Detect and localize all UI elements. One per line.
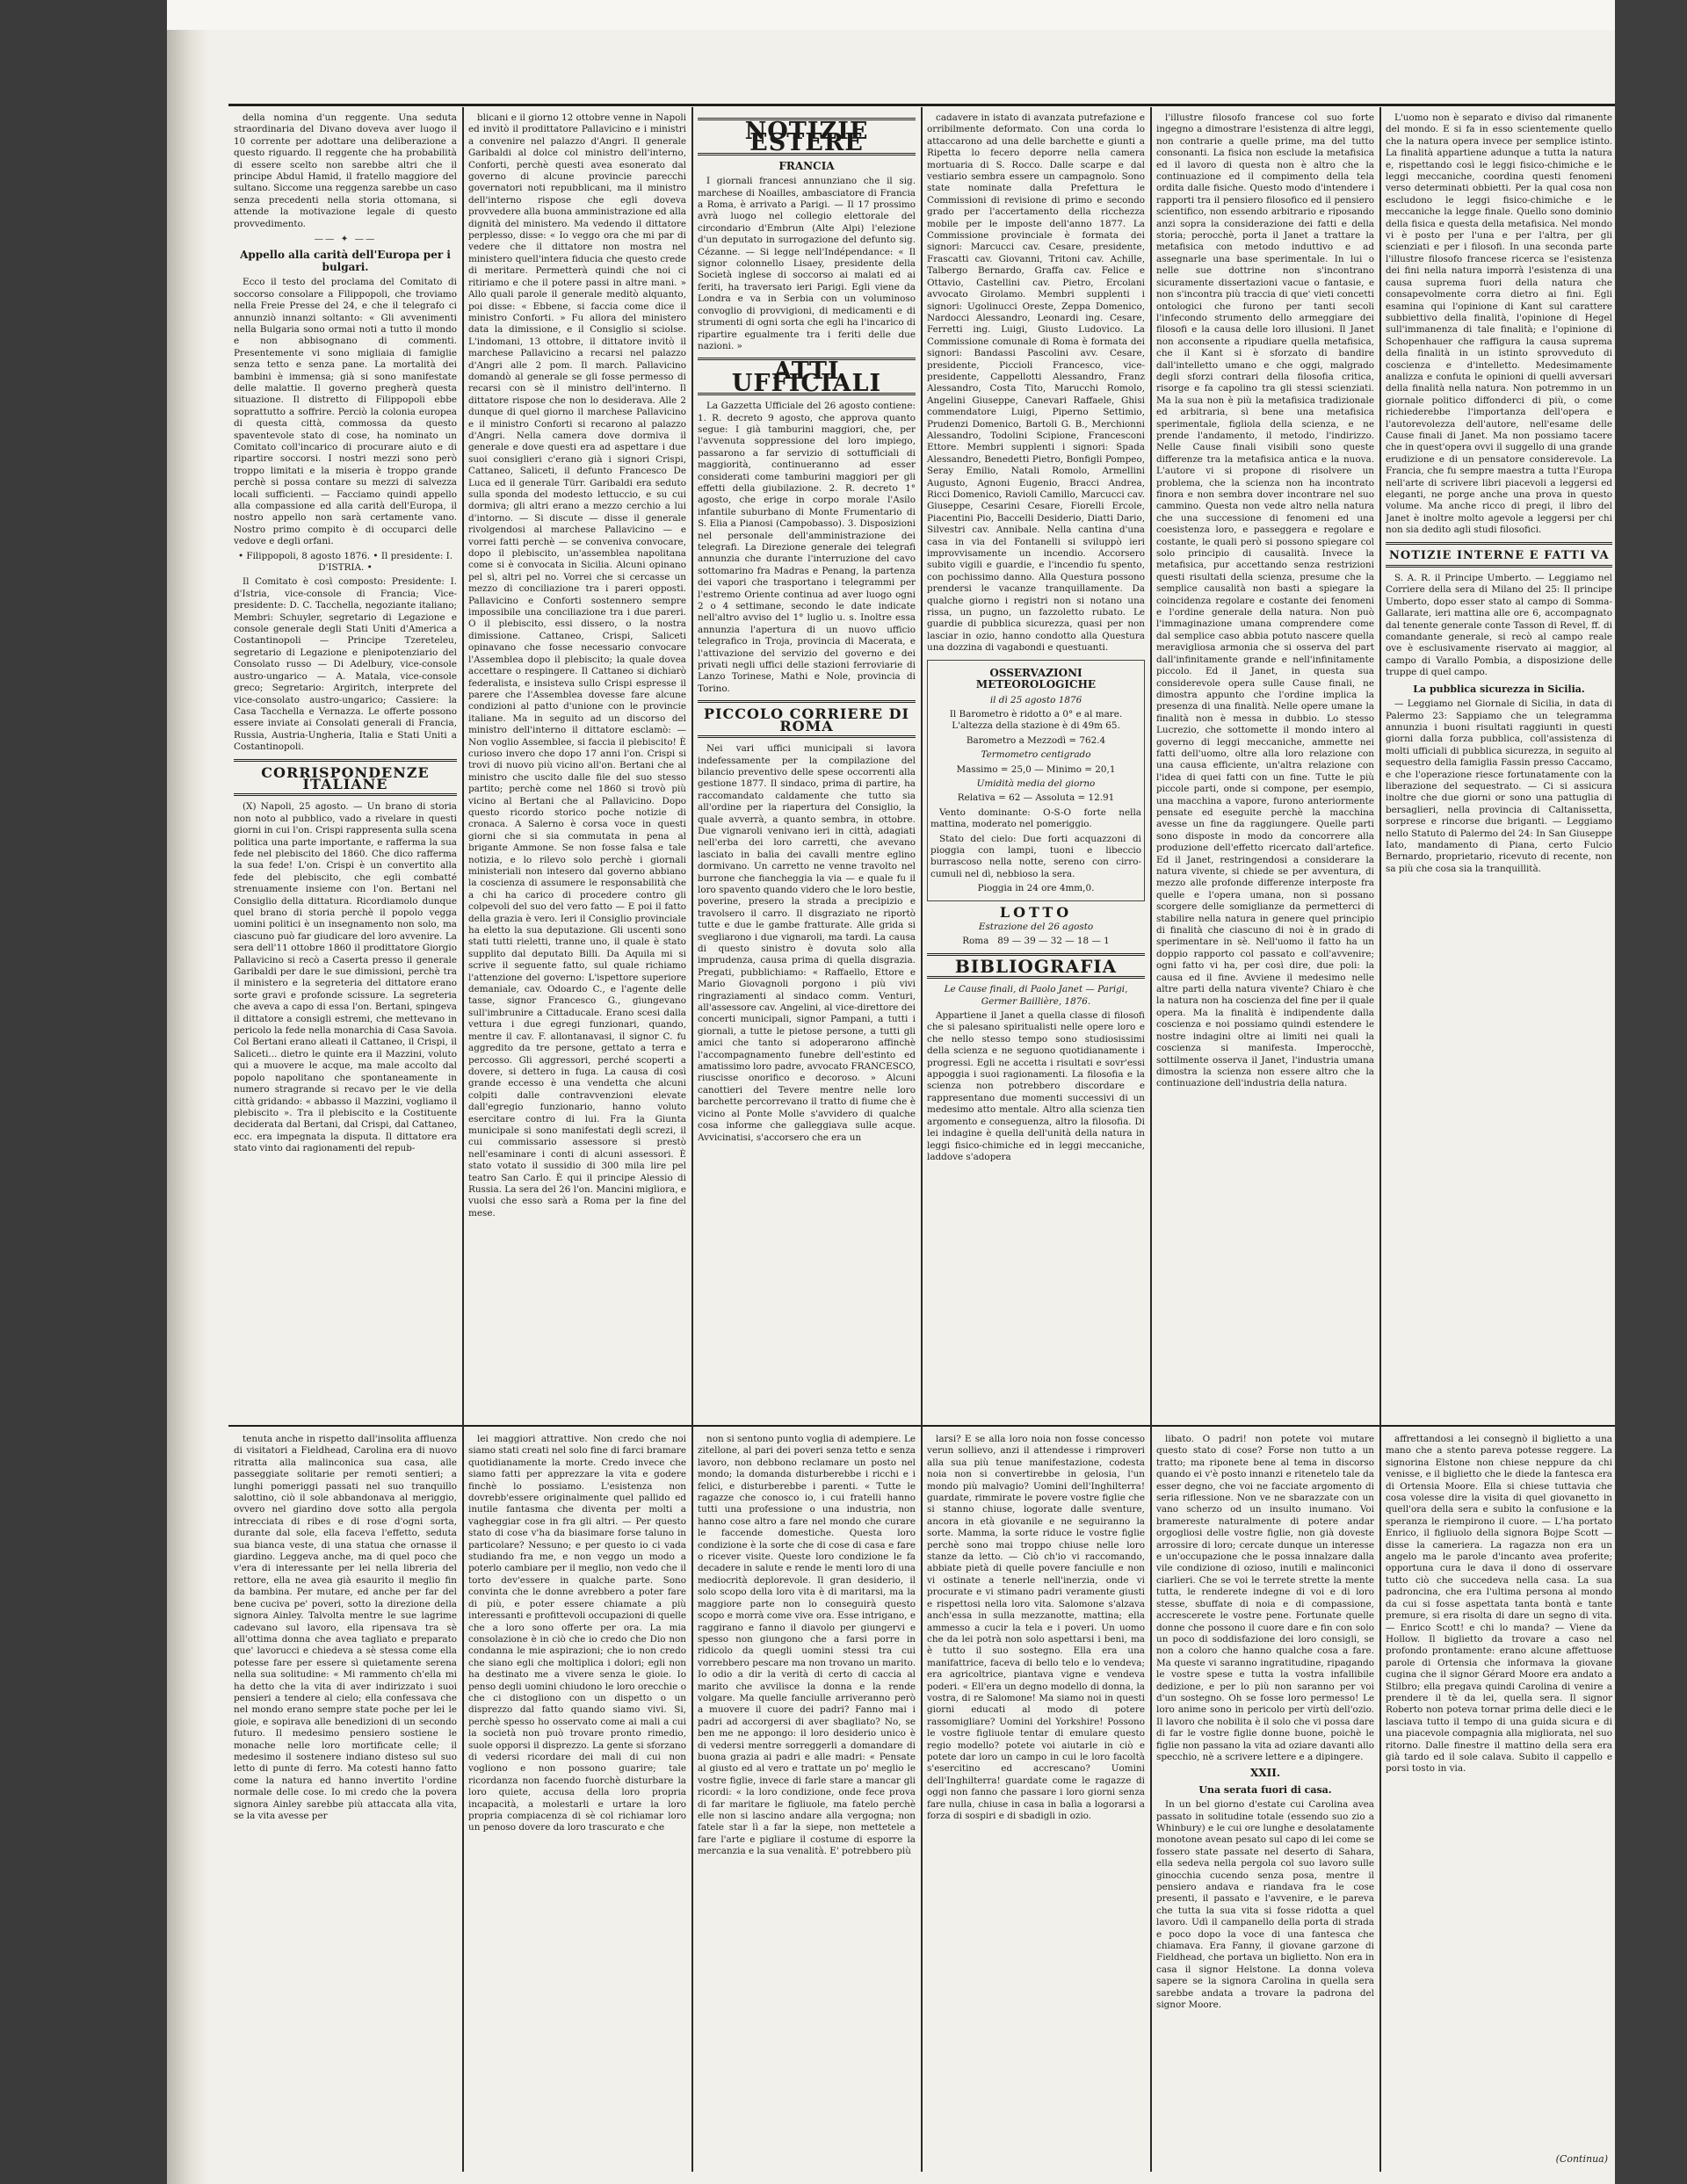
column-rule	[1150, 107, 1152, 2172]
column-rule	[462, 107, 464, 2172]
weather-date: il dì 25 agosto 1876	[989, 694, 1082, 705]
weather-line: Pioggia in 24 ore 4mm,0.	[977, 883, 1095, 894]
feuilleton-column-5	[1156, 1434, 1374, 2172]
lotto-title: LOTTO	[999, 903, 1073, 921]
article-text: (X) Napoli, 25 agosto. — Un brano di storia non noto al pubblico, vado a rivelare in questi giorni in cui l'on. Crispi rappresenta sulla scena politica una parte importante, e rafferma la sua fede nel plebiscito del 1860. Che dico rafferma la sua fede! L'on. Crispi è un convertito alla fede del plebiscito, che egli combatté strenuamente insieme con l'on. Bertani nel Consiglio della dittatura. Ricordiamolo dunque quel brano di storia perchè il popolo vegga uomini politici è un insegnamento non solo, ma ciascuno può far giudicare del loro avvenire. La sera dell'11 ottobre 1860 il prodittatore Giorgio Pallavicino si recò a Caserta presso il generale Garibaldi per dare le sue dimissioni, perchè tra il ministero e la segreteria del dittatore erano sorte gravi e profonde scissure. La segreteria che aveva a capo di essa l'on. Bertani, spingeva il dittatore a consigli estremi, che mettevano in pericolo la fede nella monarchia di Casa Savoia. Col Bertani erano alleati il Cattaneo, il Crispi, il Saliceti... dietro le quinte era il Mazzini, voluto qui a muovere le acque, ma male accolto dal popolo napolitano che spontaneamente in numero stragrande si recavo per le vie della città gridando: « abbasso il Mazzini, vogliamo il plebiscito ». Tra il plebiscito e la Costituente deciderata dal Bertani, dal Crispi, dal Cattaneo, ecc. era impegnata la disputa. Il dittatore era stato vinto dai ragionamenti del repub-	[234, 801, 457, 1154]
weather-line: Vento dominante: O-S-O forte nella mattina, moderato nel pomeriggio.	[930, 806, 1141, 830]
lotto-draw: 89 — 39 — 32 — 18 — 1	[997, 936, 1110, 947]
column-rule	[691, 107, 693, 2172]
feuilleton-column-1	[234, 1434, 457, 2172]
serial-text: tenuta anche in rispetto dall'insolita affluenza di visitatori a Fieldhead, Carolina era di nuovo ritratta alla malinconica sua casa, alle passeggiate solitarie per remoti sentieri; a lunghi pomeriggi passati nel suo tranquillo salottino, ciò il sole abbandonava al meriggio, ovvero nel giardino dove sotto alla pergola intrecciata di ribes e di rose d'ogni sorta, durante dal sole, ella faceva l'effetto, seduta sua bianca veste, di una statua che ornasse il giardino. Leggeva anche, ma di quel poco che v'era di interessante per lei nella libreria del rettore, ella ne avea già esaurito il meglio fin da bambina. Per mutare, ed anche per far del bene cuciva pe' poveri, sotto la direzione della signora Ainley. Talvolta mentre le sue lagrime cadevano sul lavoro, ella ripensava tra sè all'ottima donna che avea tagliato e preparato que' lavorucci e chiedeva a sè stessa come ella potesse fare per essere sì quietamente serena nella sua solitudine: « Mi rammento ch'ella mi ha detto che la vita di aver indirizzato i suoi pensieri a tendere al cielo; ella confessava che nel mondo erano sempre state poche per lei le gioie, e sopirava alle benedizioni di un secondo futuro. Il medesimo pensiero sostiene le monache nelle loro mortificate celle; il medesimo il sostenere indiano disteso sul suo letto di punte di ferro. Ma cotesti hanno fatto come la natura ed hanno invertito l'ordine normale delle cose. Io mi credo che la povera signora Ainley sarebbe più attaccata alla vita, se la vita avesse per	[234, 1434, 457, 1821]
page-top-margin	[167, 0, 1687, 30]
section-title-atti-ufficiali: ATTI UFFICIALI	[698, 358, 916, 395]
feuilleton-column-4	[927, 1434, 1145, 2172]
weather-line: Umidità media del giorno	[976, 777, 1096, 789]
lotto-subtitle: Estrazione del 26 agosto	[978, 922, 1094, 932]
article-text: — Leggiamo nel Giornale di Sicilia, in data di Palermo 23: Sappiamo che un telegramma annunzia i buoni risultati raggiunti in questi giorni dalla forza pubblica, coll'assistenza di molti ufficiali di pubblica sicurezza, in seguito al sequestro della famiglia Fassin presso Caccamo, e che l'operazione riesce fortunatamente con la liberazione del sequestrato. — Ci si assicura inoltre che due giorni or sono una pattuglia di bersaglieri, nella provincia di Caltanissetta, sorprese e rincorse due briganti. — Leggiamo nello Statuto di Palermo del 24: In San Giuseppe Iato, mandamento di Piana, certo Fulcio Bernardo, proprietario, ricevuto di recente, non sa più che cosa sia la tranquillità.	[1386, 698, 1612, 874]
article-text: Nei vari uffici municipali si lavora indefessamente per la compilazione del bilancio preventivo delle spese occorrenti alla gestione 1877. Il sindaco, prima di partire, ha raccomandato caldamente che tutto sia all'ordine per la riapertura del Consiglio, la quale avverrà, a quanto sembra, in ottobre. Due vignaroli venivano ieri in città, adagiati nell'erba dei loro carretti, che avevano lasciato in balìa dei cavalli mentre eglino dormivano. Un carretto ne venne travolto nel burrone che fiancheggia la via — e quale fu il loro spavento quando videro che le loro bestie, poverine, presero la strada a precipizio e travolsero il carro. Il disgraziato ne riportò tutte e due le gambe fratturate. Alle grida si svegliarono i due vignaroli, ma tardi. La causa di questo sinistro è dovuta solo alla imprudenza, causa prima di quella disgrazia. Pregati, pubblichiamo: « Raffaello, Ettore e Mario Giovagnoli porgono i più vivi ringraziamenti al sindaco comm. Venturi, all'assessore cav. Angelini, al vice-direttore dei concerti municipali, signor Pampani, a tutti i giornali, a tutte le pietose persone, a tutti gli amici che tanto si adoperarono affinchè l'accompagnamento funebre dell'estinto ed amatissimo loro padre, avvocato FRANCESCO, riuscisse onorifico e decoroso. » Alcuni canottieri del Tevere mentre nelle loro barchette percorrevano il tratto di fiume che è vicino al Ponte Molle s'avvidero di qualche cosa informe che galleggiava sulle acque. Avvicinatisi, s'accorsero che era un	[698, 743, 916, 1143]
weather-box	[927, 660, 1145, 901]
weather-line: Massimo = 25,0 — Minimo = 20,1	[956, 763, 1116, 775]
feuilleton-column-6	[1386, 1434, 1612, 2137]
article-text: blicani e il giorno 12 ottobre venne in Napoli ed invitò il prodittatore Pallavicino e i ministri a convenire nel palazzo d'Angri. Il generale Garibaldi al dolce col ministro dell'interno, Conforti, perchè questi avea esonerato dal governo di alcune provincie parecchi governatori noti repubblicani, ma il ministro dell'interno rispose che egli doveva provvedere alla buona amministrazione ed alla dignità del ministero. Ma vedendo il dittatore perplesso, disse: « Io veggo ora che mi par di vedere che il dittatore non mostra nel ministero quell'intera fiducia che questo crede di meritare. Permetterà quindi che noi ci ritiriamo e che il potere passi in altre mani. » Allo quali parole il generale meditò alquanto, poi disse: « Ebbene, si faccia come dice il ministro Conforti. » Fu allora del ministero data la dimissione, e il Consiglio si sciolse. L'indomani, 13 ottobre, il dittatore invitò il marchese Pallavicino a recarsi nel palazzo d'Angri alle 2 pom. Il march. Pallavicino domandò al generale se gli fosse permesso di recarsi con sè il ministro dell'interno. Il dittatore rispose che non lo desiderava. Alle 2 dunque di quel giorno il marchese Pallavicino e il ministro Conforti si recarono al palazzo d'Angri. Nella camera dove dormiva il generale e dove questi era ad aspettare i due suoi consiglieri c'erano già i signori Crispi, Cattaneo, Saliceti, il defunto Francesco De Luca ed il generale Türr. Garibaldi era seduto sulla sponda del modesto lettuccio, e su cui dormiva; gli altri erano a mezzo cerchio a lui d'intorno. — Si discute — disse il generale rivolgendosi al marchese Pallavicino — e vorrei fatti perchè — se conveniva convocare, dopo il plebiscito, un'assemblea napolitana come si è convocata in Sicilia. Alcuni opinano pel sì, altri pel no. Vorrei che si cercasse un mezzo di conciliazione tra i pareri opposti. Pallavicino e Conforti sostennero sempre impossibile una conciliazione tra i due pareri. O il plebiscito, essi dissero, o la nostra dimissione. Cattaneo, Crispi, Saliceti opinavano che fosse necessario convocare l'Assemblea dopo il plebiscito; la quale dovea accettare o respingere. Il Cattaneo si dichiarò federalista, e insisteva sullo Crispi espresse il parere che l'Assemblea dovesse fare alcune condizioni al patto d'unione con le provincie italiane. Ma in seguito ad un discorso del ministro dell'interno il dittatore esclamò: — Non voglio Assemblee, si faccia il plebiscito! È curioso invero che dopo 17 anni l'on. Crispi si trovi di nuovo più vicino all'on. Bertani che al ministro che uscito dalle file del suo stesso partito; perchè come nel 1860 si trovò più vicino al Bertani che al Pallavicino. Dopo questo ricordo storico poche notizie di cronaca. A Salerno è corsa voce in questi giorni che si sia commutata in pena al brigante Ammone. Se non fosse falsa e tale notizia, e lo rilevo solo perchè i giornali ministeriali non intesero dal governo abbiano la coscienza di assumere le responsabilità che a chi ha carico di procedere contro gli colpevoli del suo del vero fatto — E poi il fatto della grazia è vero. Ieri il Consiglio provinciale ha eletto la sua deputazione. Gli uscenti sono stati tutti rieletti, tranne uno, il quale è stato supplito dal deputato Billi. Da Aquila mi si scrive il seguente fatto, sul quale richiamo l'attenzione del governo: L'ispettore superiore demaniale, cav. Odoardo C., e l'agente delle tasse, signor Francesco G., giungevano sull'imbrunire a Cittaducale. Erano scesi dalla vettura i due egregi funzionari, quando, mentre il cav. F. allontanavasi, il signor C. fu aggredito da tre persone, gettato a terra e percosso. Gli aggressori, perché scoperti a dovere, si dettero in fuga. La causa di così grande eccesso è una vendetta che alcuni colpiti dalle contravvenzioni elevate dall'egregio funzionario, hanno voluto esercitare contro di lui. Fra la Giunta municipale si sono manifestati degli screzi, il cui commissario assessore si prestò nell'esaminare i conti di alcuni assessori. È stato votato il sussidio di 300 mila lire pel teatro San Carlo. È qui il principe Alessio di Russia. La sera del 26 l'on. Mancini migliora, e vuolsi che esso sarà a Roma per la fine del mese.	[468, 112, 686, 1219]
section-title-notizie-estere: NOTIZIE ESTERE	[698, 118, 916, 155]
chapter-number: XXII.	[1249, 1767, 1281, 1780]
article-text: Il Comitato è così composto: Presidente: I. d'Istria, vice-console di Francia; Vice-presidente: D. C. Tacchella, negoziante italiano; Membri: Schuyler, segretario di Legazione e console generale degli Stati Uniti d'America a Costantinopoli — Principe Tzereteleu, segretario di Legazione e plenipotenziario del Consolato russo — Di Adelbury, vice-console austro-ungarico — A. Matala, vice-console greco; Segretario: Argiritch, interprete del vice-consolato austro-ungarico; Cassiere: la Casa Tacchella e Vernazza. Le offerte possono essere inviate ai Consolati generali di Francia, Russia, Austria-Ungheria, Italia e Stati Uniti a Costantinopoli.	[234, 576, 457, 753]
column-2	[468, 112, 686, 1420]
article-text: Appartiene il Janet a quella classe di filosofi che si palesano spiritualisti nelle opere loro e che nello stesso tempo sono studiosissimi della scienza e ne seguono quotidianamente i progressi. Egli ne accetta i risultati e sovr'essi appoggia i suoi ragionamenti. La filosofia e la scienza non potrebbero discordare e rappresentano due momenti successivi di un medesimo atto mentale. Altro alla scienza tien argomento e conseguenza, altro la filosofia. Di lei indagine è quella dell'unità della natura in leggi fisico-chimiche ed in leggi meccaniche, laddove s'adopera	[927, 1010, 1145, 1162]
article-text: della nomina d'un reggente. Una seduta straordinaria del Divano doveva aver luogo il 10 corrente per adottare una deliberazione a questo riguardo. Il reggente che ha probabilità di essere scelto non sarebbe altri che il principe Abdul Hamid, il fratello maggiore del sultano. Siccome una reggenza sarebbe un caso senza precedenti nella storia ottomana, si attende la motivazione legale di questo provvedimento.	[234, 112, 457, 229]
signature-line: • Filippopoli, 8 agosto 1876. • Il presidente: I. D'ISTRIA. •	[237, 550, 453, 574]
top-rule	[228, 104, 1615, 106]
weather-line: Termometro centigrado	[981, 749, 1091, 761]
feuilleton-column-2	[468, 1434, 686, 2172]
article-text: Ecco il testo del proclama del Comitato di soccorso consolare a Filippopoli, che troviamo nella Freie Presse del 24, e che il telegrafo ci annunziò innanzi soltanto: « Gli avvenimenti nella Bulgaria sono ormai noti a tutto il mondo e non abbisognano di commenti. Presentemente vi sono migliaia di famiglie senza tetto e senza pane. La mortalità dei bambini è immensa; già si sono manifestate delle malattie. Il governo pregherà questa situazione. Il distretto di Filippopoli ebbe soprattutto a soffrire. Perciò la colonia europea di questa città, commossa da questo spaventevole stato di cose, ha nominato un Comitato coll'incarico di procurare aiuto e di ripartire soccorsi. I nostri mezzi sono però troppo limitati e la miseria è troppo grande perchè si possa contare su mezzi di salvezza locali sufficienti. — Facciamo quindi appello alla compassione ed alla carità dell'Europa, il nostro appello non sarà certamente vano. Nostro primo compito è di occuparci delle vedove e degli orfani.	[234, 277, 457, 547]
column-1	[234, 112, 457, 1420]
article-text: l'illustre filosofo francese col suo forte ingegno a dimostrare l'esistenza di altre leggi, non contrarie a quelle prime, ma del tutto consonanti. La fisica non esclude la metafisica ed il lavoro di questa non è altro che la continuazione ed il compimento della tela ordita dalle fisiche. Questo modo d'intendere i rapporti tra il pensiero filosofico ed il pensiero scientifico, non essendo arbitrario e riposando anzi sopra la considerazione dei fatti e della storia; perocchè, porta il Janet a trattare la metafisica con metodo induttivo e ad assegnarle una base sperimentale. In lui o nelle sue dottrine non s'incontrano sicuramente dissertazioni vacue o fantasie, e non s'incontra più traccia di que' vieti concetti ontologici che furono per tanti secoli l'infecondo strumento dello armeggiare dei filosofi e la causa delle loro illusioni. Il Janet non acconsente a ripudiare quella metafisica, che il Kant si è sforzato di bandire dall'intelletto umano e che oggi, malgrado degli sforzi contrari della filosofia critica, risorge e fa capolino tra gli stessi scienziati. Ma la sua non è più la metafisica tradizionale ed arbitraria, sì bene una metafisica sperimentale, figliola della scienza, e ne prende l'andamento, il metodo, l'indirizzo. Nelle Cause finali visibili sono queste differenze tra la metafisica antica e la nuova. L'autore vi si propone di risolvere un problema, che la scienza non ha incontrato finora e non sembra dover incontrare nel suo cammino. Questa non vede altro nella natura che una successione di fenomeni ed una coesistenza loro, e passeggera e regolare e costante, le quali però si possono spiegare col solo principio di causalità. Invece la metafisica, pur accettando senza restrizioni questi risultati della scienza, presume che la semplice causalità non basti a spiegare la coincidenza regolare e costante dei fenomeni e l'ordine generale della natura. Non può l'immaginazione umana comprendere come dal semplice caso abbia potuto nascere quella meravigliosa armonia che si osserva del part dall'infinitamente grande e nell'infinitamente piccolo. Ed il Janet, in questa sua considerevole opera sulle Cause finali, ne dimostra appunto che l'ordine implica la presenza di una finalità. Nelle opere umane la finalità non è messa in dubbio. Lo stesso Lucrezio, che sottomette il mondo intero al governo di leggi meccaniche, ammette nei fatti dell'uomo, oltre alla loro relazione con una causa efficiente, un'altra relazione con l'idea di quei fatti con un fine. Tutte le più piccole parti, onde si compone, per esempio, una macchina a vapore, furono anteriormente pensate ed eseguite perchè la macchina avesse un fine da raggiungere. Quelle parti sono disposte in modo da concorrere alla produzione dell'effetto ricercato dall'artefice. Ed il Janet, restringendosi a considerare la natura vivente, si chiede se per avventura, di mezzo alle profonde differenze interposte fra quelle e l'opera umana, non si possano scorgere delle somiglianze da permetterci di stabilire nella natura in genere quel principio di finalità che ciascuno di noi è in grado di sperimentare in sè. Nell'uomo il fatto ha un doppio rapporto col passato e coll'avvenire; ogni fatto vi ha, per così dire, due poli: la causa ed il fine. Avviene il medesimo nelle altre parti della natura vivente? Chiaro è che la natura non ha coscienza del fine per il quale opera. Ma la finalità è indipendente dalla coscienza e noi possiamo quindi estendere le nostre indagini oltre ai limiti nei quali la coscienza si manifesta. Imperocchè, sottilmente osserva il Janet, l'industria umana dimostra la scienza non essere altro che la continuazione dell'industria della natura.	[1156, 112, 1374, 1089]
article-text: I giornali francesi annunziano che il sig. marchese di Noailles, ambasciatore di Francia a Roma, è arrivato a Parigi. — Il 17 prossimo avrà luogo nel collegio elettorale del circondario d'Embrun (Alte Alpi) l'elezione d'un deputato in surrogazione del defunto sig. Cézanne. — Si legge nell'Indépendance: « Il signor colonnello Lisaey, presidente della Società inglese di soccorso ai malati ed ai feriti, ha traversato ieri Parigi. Egli viene da Londra e va in Serbia con un voluminoso convoglio di provvigioni, di medicamenti e di strumenti di ogni sorta che egli ha l'incarico di ripartire egualmente tra i feriti delle due nazioni. »	[698, 176, 916, 351]
serial-text: larsi? E se alla loro noia non fosse concesso verun sollievo, anzi il attendesse i rimproveri alla sua più tenue manifestazione, codesta noia non si convertirebbe in gelosia, l'un mondo più malvagio? Uomini dell'Inghilterra! guardate, rimmirate le povere vostre figlie che si stanno chiuse, logorate dalle sventure, ancora in età giovanile e ne seguiranno la sorte. Mamma, la sorte riduce le vostre figlie perchè sono mai troppo chiuse nelle loro stanze da letto. — Ciò ch'io vi raccomando, abbiate pietà di quelle povere fanciulle e non vi ostinate a tenerle nell'inerzia, onde vi procurate e vi stimano padri veramente giusti e rispettosi nella loro vita. Salomone s'alzava anch'essa in sulla mezzanotte, mattina; ella ammesso a cucir la tela e i poveri. Un uomo che da lei potrà non solo aspettarsi i beni, ma è tutto il suo sostegno. Ella era una manifattrice, faceva di bello telo e lo vendeva; era agricoltrice, piantava vigne e vendeva poderi. « Ell'era un degno modello di donna, la vostra, di re Salomone! Ma siamo noi in questi giorni educati al modo di potere rassomigliare? Uomini del Yorkshire! Possono le vostre figliuole tentar di emulare questo regio modello? potete voi aiutarle in ciò e potete dar loro un campo in cui le loro facoltà s'esercitino ed accrescano? Uomini dell'Inghilterra! guardate come le ragazze di oggi non fanno che passare i loro giorni senza fare nulla, chiuse in casa in balìa a logorarsi a forza di sospiri e di sbadigli in ozio.	[927, 1434, 1145, 1821]
column-rule	[921, 107, 923, 2172]
section-title-corrispondenze: CORRISPONDENZE ITALIANE	[234, 759, 457, 797]
book-citation: Le Cause finali, di Paolo Janet — Parigi, Germer Baillière, 1876.	[944, 984, 1128, 1007]
serial-text: non si sentono punto voglia di adempiere. Le zitellone, al pari dei poveri senza tetto e senza lavoro, non debbono reclamare un posto nel mondo; la domanda disturberebbe i ricchi e i felici, e disturberebbe i parenti. « Tutte le ragazze che conosco io, i cui fratelli hanno tutti una professione o una industria, non hanno cose altro a fare nel mondo che curare le faccende domestiche. Questa loro condizione è la sorte che di cose di casa e fare o ricever visite. Queste loro condizione le fa decadere in salute e rende le menti loro di una mediocrità deplorevole. Il gran desiderio, il solo scopo della loro vita è di maritarsi, ma la maggiore parte non lo conseguirà questo scopo e morrà come vive ora. Esse intrigano, e raggirano e fanno il diavolo per giungervi e spesso non giungono che a farsi porre in ridicolo da quegli uomini stessi tra cui vorrebbero pescare ma non trovano un marito. Io odio a dir la verità di certo di caccia al marito che avvilisce la donna e la rende volgare. Ma quelle fanciulle arriveranno però a muovere il cuore dei padri? Fanno mai i padri ad accorgersi di aver sbagliato? No, se ben me ne appongo: il loro desiderio unico è di vedersi mentre sorreggerli a domandare di buona grazia ai padri e alle madri: « Pensate al giusto ed al vero e trattate un po' meglio le vostre figlie, invece di farle stare a mancar gli ricordi: « la loro condizione, onde fece prova di far maritare le figliuole, ma fatelo perchè elle non si lascino andare alla vergogna; non fatele star lì a far la siepe, non mettetele a fare l'arte e pigliare il costume di esporre la mercanzia e la sua venalità. E' potrebbero più	[698, 1434, 916, 1857]
column-6	[1386, 112, 1612, 1420]
newspaper-page	[167, 0, 1687, 2184]
scan-edge	[1615, 0, 1687, 2184]
column-3	[698, 112, 916, 1420]
weather-line: Relativa = 62 — Assoluta = 12.91	[957, 792, 1115, 804]
weather-line: Barometro a Mezzodì = 762.4	[966, 734, 1106, 746]
chapter-title: Una serata fuori di casa.	[1198, 1783, 1332, 1796]
subsection-heading: FRANCIA	[778, 159, 835, 172]
column-5	[1156, 112, 1374, 1420]
section-title-bibliografia: BIBLIOGRAFIA	[927, 953, 1145, 979]
article-text: cadavere in istato di avanzata putrefazione e orribilmente deformato. Con una corda lo attaccarono ad una delle barchette e giunti a Ripetta lo fecero deporre nella camera mortuaria di S. Rocco. Dalle scarpe e dal vestiario sembra essere un campagnolo. Sono state nominate dalla Prefettura le Commissioni di revisione di primo e secondo grado per l'accertamento della ricchezza mobile per le imposte dell'anno 1877. La Commissione provinciale è formata dei signori: Marcucci cav. Cesare, presidente, Frascatti cav. Giovanni, Tritoni cav. Achille, Talbergo Bernardo, Graffa cav. Felice e Ottavio, Castellini cav. Pietro, Ercolani avvocato Girolamo. Membri supplenti i signori: Ugolinucci Oreste, Zeppa Domenico, Nardocci Alessandro, Leonardi ing. Cesare, Ferretti ing. Luigi, Giusto Ludovico. La Commissione comunale di Roma è formata dei signori: Bandassi Pascolini avv. Cesare, presidente, Piccioli Francesco, vice-presidente, Cappellotti Alessandro, Franz Alessandro, Costa Tito, Marucchi Romolo, Angelini Giuseppe, Canevari Raffaele, Ghisi commendatore Luigi, Piperno Settimio, Prudenzi Domenico, Bartoli G. B., Merchionni Alessandro, Todolini Scipione, Francesconi Ettore. Membri supplenti i signori: Spada Alessandro, Benedetti Pietro, Bonfigli Pompeo, Seray Emilio, Natali Romolo, Armellini Augusto, Agnoni Eugenio, Bracci Andrea, Ricci Domenico, Ravioli Camillo, Marcucci cav. Giuseppe, Cesarini Cesare, Fiorelli Ercole, Piacentini Pio, Baccelli Desiderio, Diatti Dario, Silvestri cav. Annibale. Nella cantina d'una casa in via del Fontanelli si sviluppò ieri improvvisamente un incendio. Accorsero subito vigili e guardie, e l'incendio fu spento, con pochissimo danno. Alla Questura possono prendersi le vacanze tranquillamente. Da qualche giorno i registri non si notano una rissa, un pugno, un fazzoletto rubato. Le guardie di pubblica sicurezza, quasi per non lasciar in ozio, hanno condotto alla Questura una dozzina di vagabondi e questuanti.	[927, 112, 1145, 654]
serial-text: lei maggiori attrattive. Non credo che noi siamo stati creati nel solo fine di farci bramare quotidianamente la morte. Credo invece che siamo fatti per apprezzare la vita e godere finchè lo possiamo. L'esistenza non dovrebb'essere originalmente quel pallido ed inutile fantasma che diventa per molti a vagheggiar cose in fra gli altri. — Per questo stato di cose v'ha da biasimare forse taluno in particolare? Nessuno; e per questo io ci vada studiando fra me, e non veggo un modo a poterlo cambiare per il meglio, non vedo che il torto dev'essere in qualche parte. Sono convinta che le donne avrebbero a poter fare di più, e poter essere chiamate a più interessanti e profittevoli occupazioni di quelle che a loro sono offerte per ora. La mia consolazione è in ciò che io credo che Dio non condanna le mie aspirazioni; che io non credo che siano egli che moltiplica i dolori; egli non ha destinato me a vivere senza le gioie. Io penso degli uomini chiudono le loro orecchie o che ci distogliono con un dispetto o un disprezzo dal fatto quando siamo vivi. Si, perchè spesso ho osservato come ai mali a cui la società non può trovare pronto rimedio, suole opporsi il disprezzo. La gente si sforzano di vedersi ricordare dei mali di cui non vogliono e non possono guarire; tale ricordanza non facendo fuorchè disturbare la loro quiete, accusa della loro propria incapacità, a molestarli e urtare la loro propria compiacenza di sè col richiamar loro un penoso dovere da loro trascurato e che	[468, 1434, 686, 1833]
article-text: L'uomo non è separato e diviso dal rimanente del mondo. E si fa in esso scientemente quello che la natura opera invece per semplice istinto. La finalità appartiene adunque a tutta la natura e, rispettando così le leggi fisico-chimiche e le leggi meccaniche, coordina questi fenomeni verso determinati obbietti. Per la qual cosa non escludono le leggi fisico-chimiche e le meccaniche la legge finale. Quello sono dominio della fisica e questa della metafisica. Nel mondo vi è posto per l'una e per l'altra, per gli scienziati e per i filosofi. In una seconda parte l'illustre filosofo francese ricerca se l'esistenza dei fini nella natura imporrà l'esistenza di una causa suprema fuori della natura che consapevolmente corra dietro ai fini. Egli esamina qui l'opinione di Kant sul carattere subbiettivo della finalità, l'opinione di Hegel sull'immanenza di tale finalità; e l'opinione di Schopenhauer che raffigura la causa suprema della finalità in un istinto sprovveduto di coscienza e d'intelletto. Medesimamente analizza e confuta le opinioni di quelli avversari della finalità nella natura. Non potremmo in un giornale politico diffonderci di più, o come richiederebbe l'importanza dell'opera e l'autorevolezza dell'autore, nell'esame delle Cause finali di Janet. Ma non possiamo tacere che in quest'opera ovvi il suggello di una grande erudizione e di un pensatore considerevole. La Francia, che fu sempre maestra a tutta l'Europa nell'arte di scrivere libri piacevoli a leggersi ed eleganti, ne porge anche una prova in questo volume. Ma anche ricco di pregi, il libro del Janet è inoltre molto agevole a leggersi per chi non sia dedito agli studi filosofici.	[1386, 112, 1612, 536]
column-4	[927, 112, 1145, 1420]
section-title-notizie-interne: NOTIZIE INTERNE E FATTI VA	[1386, 542, 1612, 568]
article-text: S. A. R. il Principe Umberto. — Leggiamo nel Corriere della sera di Milano del 25: Il principe Umberto, dopo esser stato al campo di Somma-Gallarate, ieri mattina alle ore 6, accompagnato dal tenente generale conte Tasson di Revel, ff. di comandante generale, si recò al campo reale ove è esclusivamente riservato ai maggior, al campo di Varallo Pombia, a disposizione delle truppe di quel campo.	[1386, 573, 1612, 678]
continua-note: (Continua)	[1555, 2153, 1608, 2165]
ornament: —— ✦ ——	[314, 234, 377, 245]
weather-line: Stato del cielo: Due forti acquazzoni di pioggia con lampi, tuoni e libeccio burrascoso nella notte, sereno con cirro-cumuli nel dì, nebbioso la sera.	[930, 833, 1141, 879]
lotto-numbers	[927, 936, 1145, 947]
article-heading: Appello alla carità dell'Europa per i bulgari.	[240, 249, 451, 273]
weather-line: Il Barometro è ridotto a 0° e al mare. L'altezza della stazione è di 49m 65.	[949, 708, 1123, 732]
lotto-city: Roma	[962, 936, 989, 947]
feuilleton-column-3	[698, 1434, 916, 2172]
article-heading: La pubblica sicurezza in Sicilia.	[1413, 683, 1585, 695]
column-rule	[1379, 107, 1381, 2172]
weather-title: OSSERVAZIONI METEOROLOGICHE	[975, 666, 1097, 691]
serial-text: affrettandosi a lei consegnò il biglietto a una mano che a stento pareva potesse reggere. La signorina Elstone non chiese neppure da chi venisse, e il biglietto che le diede la fantesca era di Ortensia Moore. Ella si chiese tuttavia che cosa volesse dire la visita di quel giovanetto in quell'ora della sera e subito la confusione e la speranza le riempirono il cuore. — L'ha portato Enrico, il figliuolo della signora Bojpe Scott — disse la cameriera. La ragazza non era un angelo ma le parole d'incanto avea proferite; opportuna cura le dava il dono di osservare tutto ciò che succedeva nella casa. La sua padroncina, che era l'ultima persona al mondo da cui si fosse aspettata tanta bontà e tante premure, si era risolta di dare un segno di vita. — Enrico Scott! e chi lo manda? — Viene da Hollow. Il biglietto da trovare a caso nel profondo prontamente: erano alcune affettuose parole di Ortensia che informava la giovane cugina che il signor Gérard Moore era andato a Stilbro; ella pregava quindi Carolina di venire a prendere il tè da lei, quella sera. Il signor Roberto non poteva tornar prima delle dieci e le lasciava tutto il tempo di una guida sicura e di una piacevole compagnia alla migliorata, nel suo ritorno. Dalle finestre il mattino della sera era già tardo ed il sole calava. Subito il cappello e porsi tosto in via.	[1386, 1434, 1612, 1775]
binding-shadow	[167, 0, 209, 2184]
section-title-piccolo-corriere: PICCOLO CORRIERE DI ROMA	[698, 700, 916, 738]
serial-text: In un bel giorno d'estate cui Carolina avea passato in solitudine totale (essendo suo zio a Whinbury) e le cui ore lunghe e desolatamente monotone avean pesato sul capo di lei come se fossero state passate nel deserto di Sahara, ella sedeva nella pergola col suo lavoro sulle ginocchia cucendo senza posa, mentre il pensiero andava e riandava fra le cose presenti, il passato e l'avvenire, e le pareva che tutta la sua vita si fosse ridotta a quel lavoro. Udì il campanello della porta di strada e poco dopo la voce di una fantesca che chiamava. Era Fanny, il giovane garzone di Fieldhead, che portava un biglietto. Non era in casa il signor Helstone. La donna voleva sapere se la signora Carolina in quella sera sarebbe andata a trovare la padrona del signor Moore.	[1156, 1799, 1374, 2011]
article-text: La Gazzetta Ufficiale del 26 agosto contiene: 1. R. decreto 9 agosto, che approva quanto segue: I già tamburini maggiori, che, per l'avvenuta soppressione del loro impiego, passarono a far servizio di sottufficiali di maggiorità, continueranno ad esser considerati come tamburini maggiori per gli effetti della giubilazione. 2. R. decreto 1° agosto, che erige in corpo morale l'Asilo infantile suburbano di Monte Frumentario di S. Elia a Pianosi (Campobasso). 3. Disposizioni nel personale dell'amministrazione dei telegrafi. La Direzione generale dei telegrafi annunzia che durante l'interruzione del cavo sottomarino fra Madras e Penang, la partenza dei vapori che trasportano i telegrammi per l'estremo Oriente continua ad aver luogo ogni 2 o 4 settimane, secondo le date indicate nell'altro avviso del 1° luglio u. s. Inoltre essa annunzia l'apertura di un nuovo ufficio telegrafico in Troja, provincia di Macerata, e l'attivazione del servizio del governo e dei privati negli uffici delle stazioni ferroviarie di Lanzo Torinese, Mathi e Nole, provincia di Torino.	[698, 401, 916, 694]
serial-text: libato. O padri! non potete voi mutare questo stato di cose? Forse non tutto a un tratto; ma riponete bene al tema in discorso quando ei v'è posto innanzi e ritenetelo tale da esser degno, che voi ne facciate argomento di seria riflessione. Non ve ne sbarazzate con un vano scherzo od un insulto inumano. Voi bramereste naturalmente di potere andar orgogliosi delle vostre figlie, non già doveste arrossire di loro; cercate dunque un interesse e un'occupazione che le possa innalzare dalla vile condizione di ozioso, inutili e malinconici ciarlieri. Che se voi le terrete strette la mente tutta, le renderete indegne di voi e di loro stesse, sbuffate di noia e di compassione, accrescerete le vostre pene. Fortunate quelle donne che possono il cuore dare e fin con solo un poco di soddisfazione dei loro consigli, se non a coloro che hanno qualche cosa a fare. Ma queste vi saranno ingratitudine, ripagando le vostre spese e tutta la vostra infallibile dedizione, e per lo più non saranno per voi d'un sostegno. Oh se fosse loro permesso! Le loro anime sono in pericolo per virtù dell'ozio. Il lavoro che nobilita è il solo che vi possa dare di far le vostre figlie donne buone, poichè le figlie non passano la vita ad oziare davanti allo specchio, nè a scrivere lettere e a dipingere.	[1156, 1434, 1374, 1762]
